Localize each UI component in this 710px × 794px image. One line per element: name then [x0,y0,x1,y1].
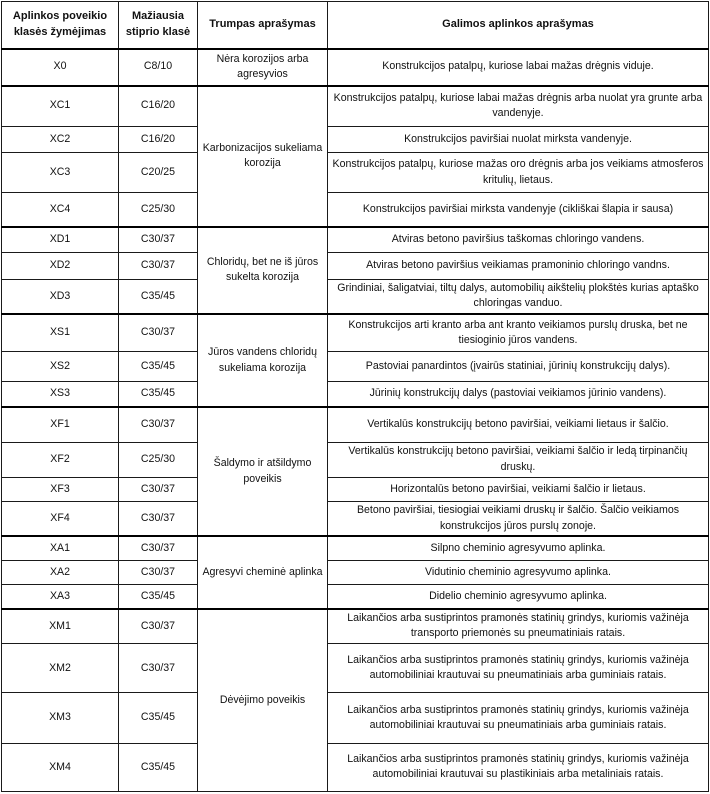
min-strength-class: C35/45 [119,693,198,743]
exposure-class-code: X0 [2,49,119,86]
exposure-class-code: XC4 [2,193,119,227]
environment-description: Betono paviršiai, tiesiogiai veikiami druskų ir šalčio. Šalčio veikiamos konstrukcijos jūros purslų zonoje. [328,501,709,536]
environment-description: Laikančios arba sustiprintos pramonės statinių grindys, kuriomis važinėja automobiliniai krautuvai su plastikiniais arba metaliniais ratais. [328,743,709,791]
table-row [2,86,709,126]
min-strength-class: C35/45 [119,279,198,314]
table-row [2,193,709,227]
min-strength-class: C30/37 [119,477,198,501]
short-description: Karbonizacijos sukeliama korozija [198,86,328,227]
table-row [2,407,709,442]
exposure-class-code: XC2 [2,126,119,152]
min-strength-class: C30/37 [119,314,198,351]
min-strength-class: C35/45 [119,351,198,381]
table-row [2,49,709,86]
environment-description: Atviras betono paviršius veikiamas pramoninio chloringo vandns. [328,253,709,279]
min-strength-class: C35/45 [119,743,198,791]
exposure-class-code: XA3 [2,585,119,609]
min-strength-class: C30/37 [119,253,198,279]
exposure-class-code: XS1 [2,314,119,351]
table-row [2,442,709,477]
short-description: Nėra korozijos arba agresyvios [198,49,328,86]
table-row [2,351,709,381]
exposure-class-code: XF1 [2,407,119,442]
environment-description: Grindiniai, šaligatviai, tiltų dalys, automobilių aikštelių plokštės kurias aptaško chloringas vanduo. [328,279,709,314]
min-strength-class: C35/45 [119,585,198,609]
header-desc: Galimos aplinkos aprašymas [328,2,709,49]
header-code: Aplinkos poveikio klasės žymėjimas [2,2,119,49]
environment-description: Laikančios arba sustiprintos pramonės statinių grindys, kuriomis važinėja automobiliniai krautuvai su pneumatiniais arba guminiais ratais. [328,644,709,693]
min-strength-class: C30/37 [119,501,198,536]
short-description: Šaldymo ir atšildymo poveikis [198,407,328,536]
exposure-class-code: XM3 [2,693,119,743]
environment-description: Konstrukcijos patalpų, kuriose mažas oro drėgnis arba jos veikiams atmosferos kritulių, lietaus. [328,152,709,192]
table-body [2,49,709,792]
exposure-class-code: XD3 [2,279,119,314]
environment-description: Konstrukcijos paviršiai nuolat mirksta vandenyje. [328,126,709,152]
environment-description: Vertikalūs konstrukcijų betono paviršiai, veikiami šalčio ir ledą tirpinančių druskų. [328,442,709,477]
exposure-class-code: XD2 [2,253,119,279]
table-row [2,381,709,407]
exposure-class-code: XA1 [2,536,119,560]
environment-description: Laikančios arba sustiprintos pramonės statinių grindys, kuriomis važinėja transporto priemonės su pneumatiniais ratais. [328,609,709,644]
environment-description: Atviras betono paviršius taškomas chloringo vandens. [328,227,709,253]
short-description: Jūros vandens chloridų sukeliama korozija [198,314,328,407]
min-strength-class: C30/37 [119,609,198,644]
table-row [2,314,709,351]
min-strength-class: C30/37 [119,407,198,442]
exposure-class-code: XS3 [2,381,119,407]
table-row [2,743,709,791]
table-row [2,126,709,152]
short-description: Dėvėjimo poveikis [198,609,328,792]
environment-description: Konstrukcijos arti kranto arba ant kranto veikiamos purslų druska, bet ne tiesioginio jūros vandens. [328,314,709,351]
exposure-class-code: XM2 [2,644,119,693]
table-row [2,585,709,609]
exposure-class-code: XM1 [2,609,119,644]
exposure-class-code: XA2 [2,560,119,584]
header-strength: Mažiausia stiprio klasė [119,2,198,49]
min-strength-class: C16/20 [119,126,198,152]
min-strength-class: C25/30 [119,193,198,227]
environment-description: Konstrukcijos paviršiai mirksta vandenyje (cikliškai šlapia ir sausa) [328,193,709,227]
exposure-class-table [1,1,709,792]
environment-description: Horizontalūs betono paviršiai, veikiami šalčio ir lietaus. [328,477,709,501]
min-strength-class: C20/25 [119,152,198,192]
min-strength-class: C30/37 [119,227,198,253]
header-short: Trumpas aprašymas [198,2,328,49]
min-strength-class: C25/30 [119,442,198,477]
environment-description: Konstrukcijos patalpų, kuriose labai mažas drėgnis arba nuolat yra grunte arba vandenyje. [328,86,709,126]
exposure-class-code: XD1 [2,227,119,253]
environment-description: Jūrinių konstrukcijų dalys (pastoviai veikiamos jūrinio vandens). [328,381,709,407]
short-description: Agresyvi cheminė aplinka [198,536,328,608]
exposure-class-code: XC3 [2,152,119,192]
environment-description: Pastoviai panardintos (įvairūs statiniai, jūrinių konstrukcijų dalys). [328,351,709,381]
table-row [2,644,709,693]
min-strength-class: C30/37 [119,536,198,560]
table-row [2,609,709,644]
exposure-class-code: XF2 [2,442,119,477]
table-row [2,693,709,743]
table-row [2,501,709,536]
min-strength-class: C8/10 [119,49,198,86]
environment-description: Vidutinio cheminio agresyvumo aplinka. [328,560,709,584]
exposure-class-code: XM4 [2,743,119,791]
min-strength-class: C35/45 [119,381,198,407]
header-row [2,2,709,49]
table-row [2,536,709,560]
table-row [2,477,709,501]
exposure-class-code: XF3 [2,477,119,501]
exposure-class-code: XC1 [2,86,119,126]
min-strength-class: C16/20 [119,86,198,126]
exposure-class-code: XF4 [2,501,119,536]
short-description: Chloridų, bet ne iš jūros sukelta korozija [198,227,328,315]
min-strength-class: C30/37 [119,560,198,584]
environment-description: Didelio cheminio agresyvumo aplinka. [328,585,709,609]
environment-description: Konstrukcijos patalpų, kuriose labai mažas drėgnis viduje. [328,49,709,86]
environment-description: Laikančios arba sustiprintos pramonės statinių grindys, kuriomis važinėja automobiliniai krautuvai su pneumatiniais arba guminiais ratais. [328,693,709,743]
table-row [2,560,709,584]
table-row [2,253,709,279]
exposure-class-code: XS2 [2,351,119,381]
table-row [2,227,709,253]
table-row [2,152,709,192]
environment-description: Silpno cheminio agresyvumo aplinka. [328,536,709,560]
environment-description: Vertikalūs konstrukcijų betono paviršiai, veikiami lietaus ir šalčio. [328,407,709,442]
min-strength-class: C30/37 [119,644,198,693]
table-row [2,279,709,314]
